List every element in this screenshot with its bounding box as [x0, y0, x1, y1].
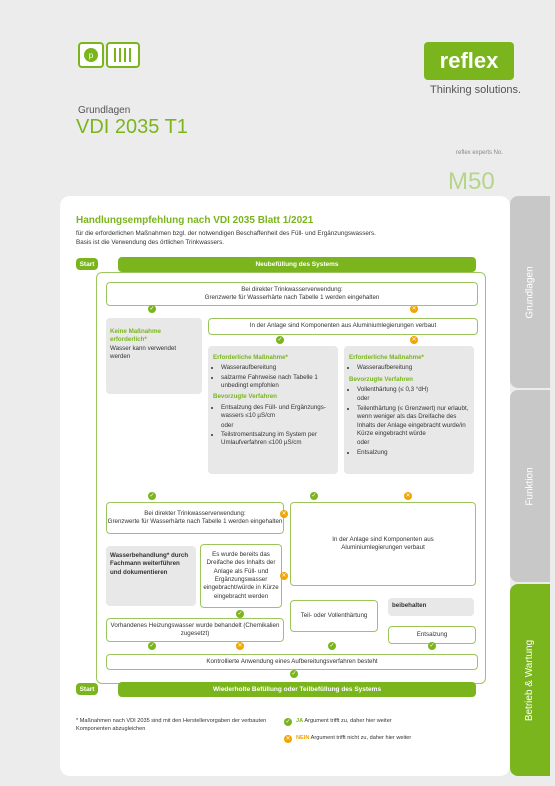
tab-grundlagen[interactable]: Grundlagen	[510, 196, 550, 388]
or-text: oder	[357, 395, 370, 403]
preferred-item: • Entsalzung des Füll- und Ergänzungs-wassers ≤10 µS/cm	[221, 404, 333, 421]
preferred-item: • Vollenthärtung (≤ 0,3 °dH)	[357, 386, 469, 394]
tab-betrieb-wartung[interactable]: Betrieb & Wartung	[510, 584, 550, 776]
existing-water-check: Vorhandenes Heizungswasser wurde behandelt (Chemikalien zugesetzt)	[106, 618, 284, 642]
intro-line-1: für die erforderlichen Maßnahmen bzgl. der notwendigen Beschaffenheit des Füll- und Ergänzungswassers.	[76, 230, 376, 237]
start-bar: Neubefüllung des Systems	[118, 257, 476, 272]
yes-marker: ✓	[277, 337, 283, 343]
no-marker: ✕	[237, 643, 243, 649]
check-drinking-water-2: Bei direkter Trinkwasserverwendung: Grenzwerte für Wasserhärte nach Tabelle 1 werden eingehalten	[106, 502, 284, 534]
no-action-box	[106, 318, 202, 394]
measure-item: • Wasseraufbereitung	[221, 364, 333, 372]
footnote: * Maßnahmen nach VDI 2035 sind mit den Herstellervorgaben der verbauten Komponenten abzugleichen	[76, 718, 267, 732]
water-treatment-text: Wasserbehandlung* durch Fachmann weiterführen und dokumentieren	[110, 552, 189, 576]
yes-marker: ✓	[311, 493, 317, 499]
yes-legend	[296, 718, 392, 724]
no-text: Argument trifft nicht zu, daher hier weiter	[310, 735, 412, 741]
yes-word: JA	[296, 718, 304, 724]
brand-logo	[424, 42, 514, 80]
card-heading: Handlungsempfehlung nach VDI 2035 Blatt 1/2021	[76, 215, 314, 226]
svg-text:p: p	[88, 51, 94, 60]
triple-volume-check: Es wurde bereits das Dreifache des Inhalts der Anlage als Füll- und Ergänzungswasser eingebracht/würde in Kürze eingebracht werden	[200, 544, 282, 608]
intro-line-2: Basis ist die Verwendung des örtlichen Trinkwassers.	[76, 239, 225, 246]
no-marker: ✕	[411, 337, 417, 343]
yes-marker: ✓	[149, 493, 155, 499]
yes-marker: ✓	[291, 671, 297, 677]
page-title: VDI 2035 T1	[76, 116, 188, 138]
yes-marker: ✓	[149, 306, 155, 312]
no-action-heading: Keine Maßnahme erforderlich*	[110, 328, 161, 344]
check-drinking-water-1: Bei direkter Trinkwasserverwendung: Grenzwerte für Wasserhärte nach Tabelle 1 werden eingehalten	[106, 282, 478, 306]
desalination-box: Entsalzung	[388, 626, 476, 644]
brand-name: reflex	[439, 48, 499, 73]
start-label: Start	[76, 258, 98, 270]
measure-box-softening	[208, 346, 338, 474]
or-text: oder	[221, 421, 234, 429]
controlled-treatment-box: Kontrollierte Anwendung eines Aufbereitungsverfahren besteht	[106, 654, 478, 670]
experts-number: M50	[448, 168, 495, 195]
yes-legend-icon: ✓	[285, 719, 291, 725]
preferred-heading: Bevorzugte Verfahren	[213, 393, 277, 401]
no-marker: ✕	[281, 573, 287, 579]
keep-box	[388, 598, 474, 616]
no-word: NEIN	[296, 735, 310, 741]
preferred-item: • Teilstromentsalzung im System per Umlaufverfahren ≤100 µS/cm	[221, 431, 333, 448]
measure-heading: Erforderliche Maßnahme*	[213, 354, 288, 361]
no-action-text: Wasser kann verwendet werden	[110, 344, 177, 361]
heating-pump-icon	[78, 42, 104, 68]
yes-marker: ✓	[429, 643, 435, 649]
end-label: Start	[76, 683, 98, 695]
tab-funktion[interactable]: Funktion	[510, 390, 550, 582]
radiator-icon	[106, 42, 140, 68]
section-subtitle: Grundlagen	[78, 105, 131, 116]
check-aluminium-1: In der Anlage sind Komponenten aus Aluminiumlegierungen verbaut	[208, 318, 478, 335]
or-text: oder	[357, 439, 370, 447]
measure-item: • salzarme Fahrweise nach Tabelle 1 unbedingt empfohlen	[221, 374, 333, 391]
yes-marker: ✓	[149, 643, 155, 649]
partial-softening-box: Teil- oder Vollenthärtung	[290, 600, 378, 632]
yes-marker: ✓	[329, 643, 335, 649]
no-legend-icon: ✕	[285, 736, 291, 742]
preferred-item: • Teilenthärtung (≤ Grenzwert) nur erlaubt, wenn weniger als das Dreifache des Inhalts der Anlage eingebracht wurde/in Kürze eingebracht würde	[357, 405, 469, 438]
yes-text: Argument trifft zu, daher hier weiter	[304, 718, 392, 724]
measure-box-aluminium	[344, 346, 474, 474]
tagline: Thinking solutions.	[430, 84, 522, 96]
no-legend	[296, 735, 411, 741]
measure-heading: Erforderliche Maßnahme*	[349, 354, 424, 361]
no-marker: ✕	[405, 493, 411, 499]
preferred-heading: Bevorzugte Verfahren	[349, 375, 413, 383]
no-marker: ✕	[281, 511, 287, 517]
keep-text: beibehalten	[392, 602, 427, 609]
no-marker: ✕	[411, 306, 417, 312]
yes-marker: ✓	[237, 611, 243, 617]
end-bar: Wiederholte Befüllung oder Teilbefüllung des Systems	[118, 682, 476, 697]
preferred-item: • Entsalzung	[357, 449, 469, 457]
experts-label: reflex experts No.	[456, 150, 504, 156]
measure-item: • Wasseraufbereitung	[357, 364, 469, 372]
check-aluminium-2: In der Anlage sind Komponenten aus Aluminiumlegierungen verbaut	[290, 502, 476, 586]
water-treatment-box	[106, 546, 196, 606]
